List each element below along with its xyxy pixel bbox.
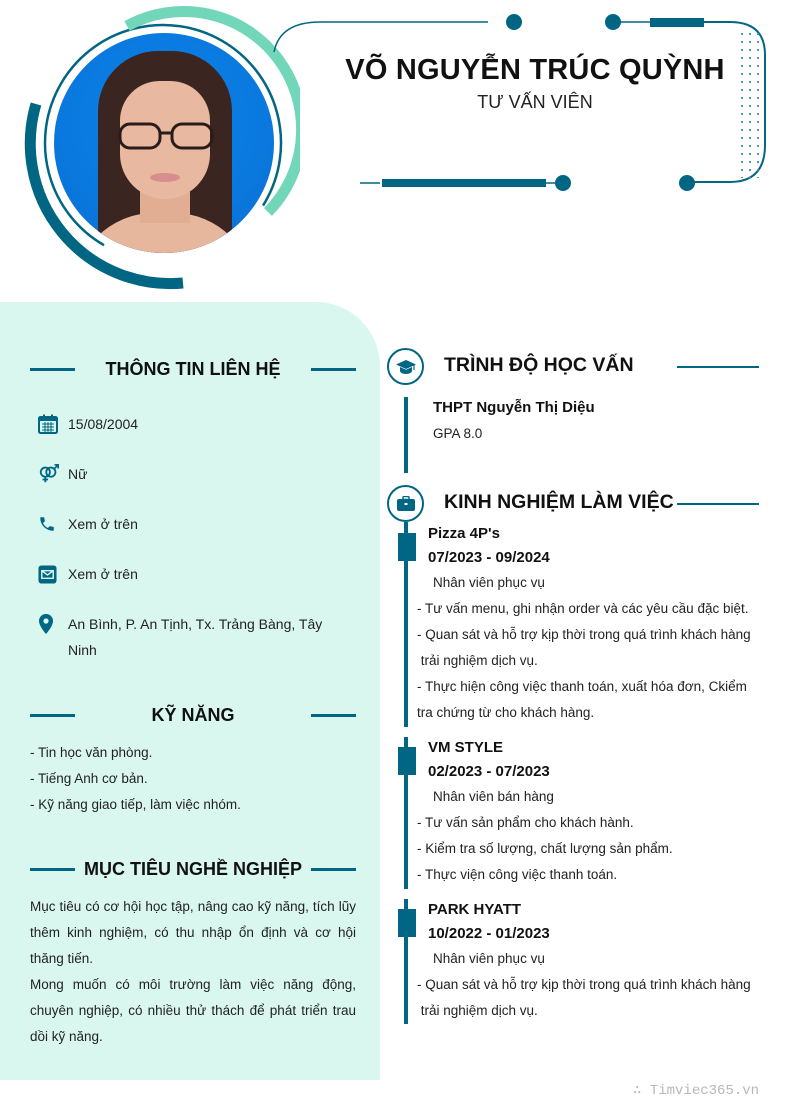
graduation-cap-icon <box>387 348 424 385</box>
job-company: VM STYLE <box>428 739 504 756</box>
job-period: 10/2022 - 01/2023 <box>428 925 550 942</box>
profile-photo <box>54 33 274 253</box>
contact-item-email <box>38 561 338 587</box>
objective-title: MỤC TIÊU NGHỀ NGHIỆP <box>83 859 302 879</box>
job-detail: trải nghiệm dịch vụ. <box>417 653 538 668</box>
calendar-icon <box>38 411 60 437</box>
job-entry-parkhyatt <box>417 898 767 1024</box>
skills-title: KỸ NĂNG <box>151 705 235 725</box>
profile-photo-frame <box>0 0 300 300</box>
skill-item: - Tin học văn phòng. <box>30 745 153 760</box>
job-detail: - Quan sát và hỗ trợ kịp thời trong quá trình khách hàng <box>417 627 751 642</box>
job-detail: - Quan sát và hỗ trợ kịp thời trong quá trình khách hàng <box>417 977 751 992</box>
contact-section-heading <box>30 357 356 381</box>
heading-divider <box>677 503 759 505</box>
skill-item: - Kỹ năng giao tiếp, làm việc nhóm. <box>30 797 241 812</box>
heading-divider <box>311 368 356 371</box>
job-position: Nhân viên phục vụ <box>433 951 545 966</box>
location-icon <box>38 611 60 637</box>
email-icon <box>38 561 60 587</box>
heading-divider <box>311 868 356 871</box>
job-detail: trải nghiệm dịch vụ. <box>417 1003 538 1018</box>
birthdate-value: 15/08/2004 <box>68 416 139 432</box>
heading-divider <box>677 366 759 368</box>
objective-paragraph: Mong muốn có môi trường làm việc năng động, chuyên nghiệp, có nhiều thử thách để phát triển trau dồi kỹ năng. <box>30 977 356 1044</box>
job-company: Pizza 4P's <box>428 525 500 542</box>
education-school: THPT Nguyễn Thị Diệu <box>433 399 595 416</box>
skill-item: - Tiếng Anh cơ bản. <box>30 771 148 786</box>
contact-item-birthdate <box>38 411 338 437</box>
objective-section-heading <box>30 857 356 881</box>
phone-value: Xem ở trên <box>68 516 138 532</box>
timeline-marker <box>398 747 416 775</box>
job-detail: - Thực hiện công việc thanh toán, xuất hóa đơn, Ckiểm <box>417 679 747 694</box>
job-entry-vmstyle <box>417 736 767 888</box>
timeline-marker <box>398 533 416 561</box>
job-period: 07/2023 - 09/2024 <box>428 549 550 566</box>
education-gpa: GPA 8.0 <box>433 426 483 441</box>
briefcase-icon <box>387 485 424 522</box>
skills-section-heading <box>30 703 356 727</box>
education-title: TRÌNH ĐỘ HỌC VẤN <box>444 354 634 376</box>
job-position: Nhân viên phục vụ <box>433 575 545 590</box>
experience-section-heading <box>387 485 759 523</box>
timeline-marker <box>398 909 416 937</box>
gender-value: Nữ <box>68 466 88 482</box>
job-detail: - Tư vấn sản phẩm cho khách hành. <box>417 815 634 830</box>
job-detail: tra chứng từ cho khách hàng. <box>417 705 595 720</box>
watermark: ∴ Timviec365.vn <box>633 1083 760 1099</box>
candidate-name: VÕ NGUYỄN TRÚC QUỲNH <box>345 54 725 86</box>
job-detail: - Tư vấn menu, ghi nhận order và các yêu cầu đặc biệt. <box>417 601 749 616</box>
job-entry-pizza4ps <box>417 522 767 726</box>
email-value: Xem ở trên <box>68 566 138 582</box>
job-company: PARK HYATT <box>428 901 522 918</box>
objective-paragraph: Mục tiêu có cơ hội học tập, nâng cao kỹ năng, tích lũy thêm kinh nghiệm, có thu nhập ổn định và cơ hội thăng tiến. <box>30 899 356 966</box>
contact-item-gender <box>38 461 338 487</box>
gender-icon <box>38 461 60 487</box>
job-period: 02/2023 - 07/2023 <box>428 763 550 780</box>
education-section-heading <box>387 348 759 386</box>
contact-title: THÔNG TIN LIÊN HỆ <box>105 359 281 379</box>
phone-icon <box>38 511 60 537</box>
contact-item-phone <box>38 511 338 537</box>
candidate-role: TƯ VẤN VIÊN <box>477 92 593 112</box>
objective-text <box>30 894 356 1050</box>
contact-item-address <box>38 611 338 663</box>
job-detail: - Kiểm tra số lượng, chất lượng sản phẩm. <box>417 841 673 856</box>
heading-divider <box>311 714 356 717</box>
experience-title: KINH NGHIỆM LÀM VIỆC <box>444 491 674 513</box>
job-detail: - Thực viện công việc thanh toán. <box>417 867 618 882</box>
job-position: Nhân viên bán hàng <box>433 789 554 804</box>
address-value: An Bình, P. An Tịnh, Tx. Trảng Bàng, Tây Ninh <box>68 616 323 658</box>
education-timeline-line <box>404 397 408 473</box>
skills-list <box>30 740 356 818</box>
